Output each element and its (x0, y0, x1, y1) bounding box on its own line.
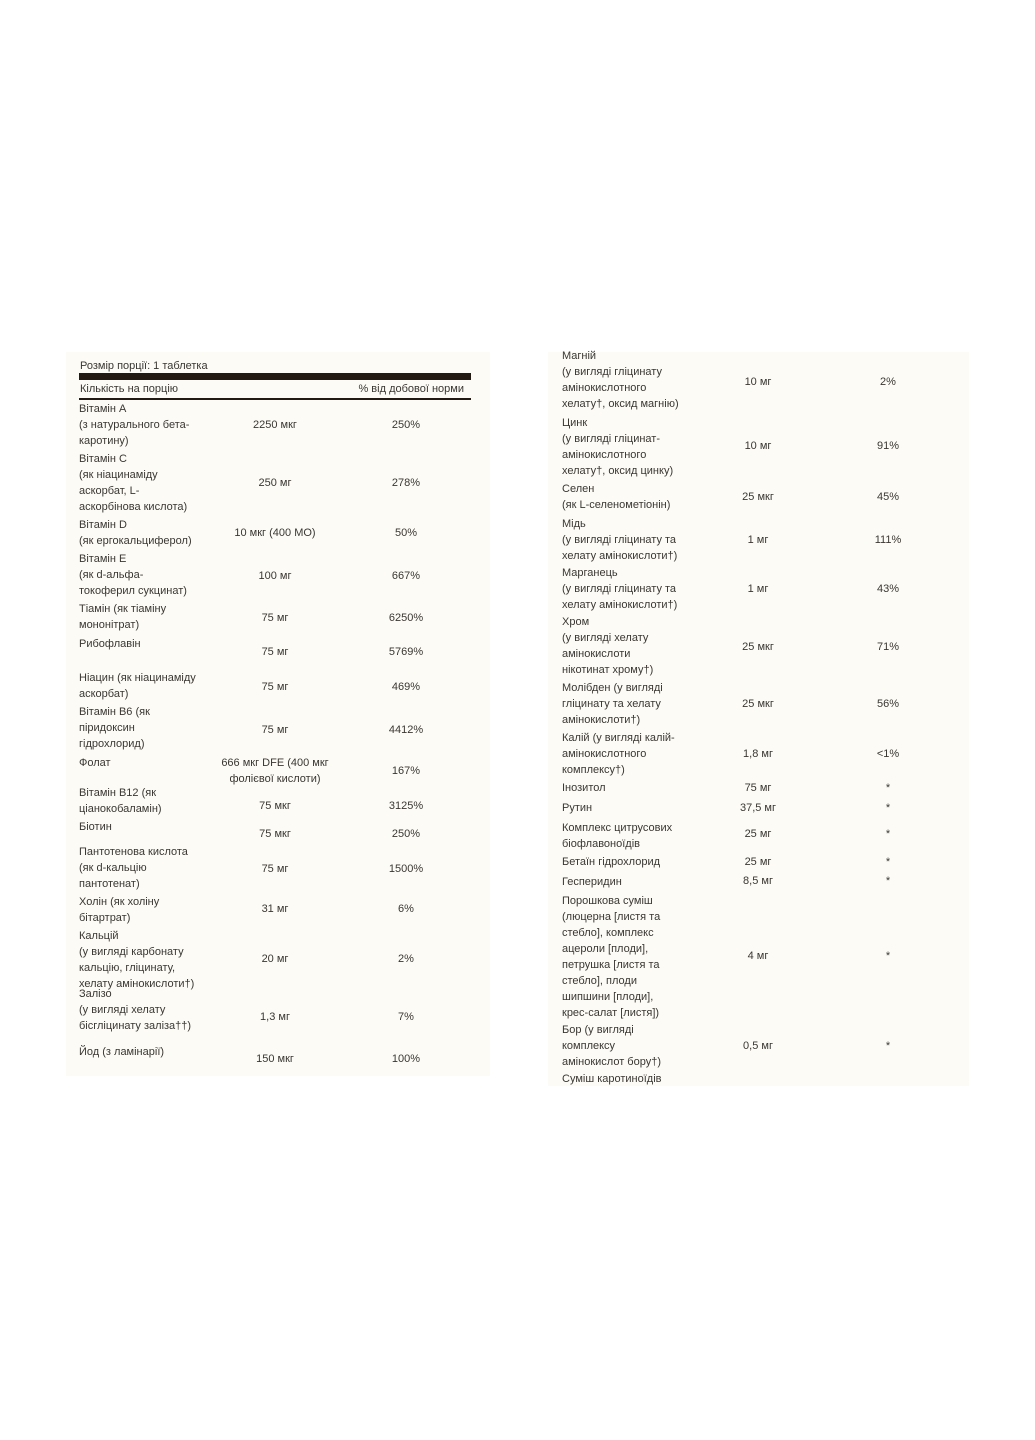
nutrient-name-line: (у вигляді хелату (79, 1004, 166, 1016)
nutrient-daily-value: 167% (391, 765, 421, 777)
nutrient-name-line: Вітамін А (79, 403, 127, 415)
nutrient-name-line: комплексу (562, 1040, 616, 1052)
nutrient-name-line: хелату амінокислоти†) (562, 550, 678, 562)
nutrient-name-line: шипшини [плоди], (562, 991, 654, 1003)
nutrient-daily-value: * (885, 828, 891, 840)
nutrient-daily-value: 43% (876, 583, 900, 595)
nutrient-name-line: Фолат (79, 757, 111, 769)
nutrient-name-line: (як d-кальцію (79, 862, 147, 874)
nutrient-amount-line: 1 мг (747, 534, 769, 546)
nutrient-name-line: (люцерна [листя та (562, 911, 661, 923)
nutrient-name-line: хелату†, оксид цинку) (562, 465, 674, 477)
nutrient-amount (723, 800, 793, 816)
nutrient-name (79, 670, 196, 702)
nutrient-name (562, 565, 677, 613)
nutrient-amount-line: 75 мкг (259, 828, 291, 840)
nutrient-name-line: комплексу†) (562, 764, 625, 776)
nutrient-name-line: (як ніацинаміду (79, 469, 158, 481)
nutrient-amount-line: 75 мг (261, 612, 289, 624)
nutrient-daily-value: * (885, 802, 891, 814)
nutrient-name-line: Бетаїн гідрохлорид (562, 856, 661, 868)
nutrient-amount-line: 10 мг (744, 440, 772, 452)
nutrient-amount-line: 10 мг (744, 376, 772, 388)
nutrient-name-line: амінокислоти (562, 648, 631, 660)
nutrient-amount-line: 150 мкг (256, 1053, 294, 1065)
nutrient-amount-line: 75 мг (744, 782, 772, 794)
nutrient-amount (723, 581, 793, 597)
nutrient-amount-line: 100 мг (258, 570, 292, 582)
nutrient-amount-line: 1 мг (747, 583, 769, 595)
nutrient-amount (205, 1009, 345, 1025)
nutrient-amount (723, 639, 793, 655)
nutrient-amount-line: 37,5 мг (739, 802, 777, 814)
thin-divider (79, 398, 471, 400)
nutrient-name (562, 800, 592, 816)
nutrient-amount (205, 901, 345, 917)
nutrient-amount (723, 489, 793, 505)
nutrient-amount-line: 75 мг (261, 646, 289, 658)
nutrient-name (562, 614, 653, 678)
nutrient-name-line: Цинк (562, 417, 588, 429)
nutrient-amount (723, 374, 793, 390)
nutrient-daily-value: * (885, 1040, 891, 1052)
nutrient-daily-value: 469% (391, 681, 421, 693)
nutrient-name (79, 636, 141, 652)
nutrient-name-line: Вітамін D (79, 519, 127, 531)
nutrient-amount-line: 75 мкг (259, 800, 291, 812)
nutrient-name-line: токоферил сукцинат) (79, 585, 187, 597)
nutrient-daily-value: * (885, 875, 891, 887)
nutrient-amount-line: 75 мг (261, 863, 289, 875)
supplement-facts-right-panel (548, 352, 969, 1086)
nutrient-daily-value: 667% (391, 570, 421, 582)
nutrient-daily-value: 278% (391, 477, 421, 489)
nutrient-daily-value: 1500% (388, 863, 424, 875)
nutrient-daily-value: 45% (876, 491, 900, 503)
nutrient-amount (205, 722, 345, 738)
nutrient-name (562, 730, 675, 778)
nutrient-daily-value: 7% (398, 1011, 414, 1023)
nutrient-name (562, 348, 679, 412)
nutrient-name-line: Вітамін В12 (як (79, 787, 157, 799)
nutrient-daily-value: * (885, 856, 891, 868)
nutrient-name-line: хелату†, оксид магнію) (562, 398, 679, 410)
supplement-facts-left-panel (66, 352, 490, 1076)
nutrient-name-line: ацероли [плоди], (562, 943, 649, 955)
nutrient-name-line: Вітамін В6 (як (79, 706, 150, 718)
nutrient-daily-value: 3125% (388, 800, 424, 812)
nutrient-name (79, 551, 187, 599)
nutrient-name-line: Рибофлавін (79, 638, 141, 650)
nutrient-amount-line: 75 мг (261, 681, 289, 693)
nutrient-name (562, 1071, 662, 1087)
nutrient-name-line: бісгліцинату заліза††) (79, 1020, 192, 1032)
nutrient-name (79, 844, 188, 892)
nutrient-amount-line: 75 мг (261, 724, 289, 736)
nutrient-amount (205, 679, 345, 695)
nutrient-name-line: каротину) (79, 435, 129, 447)
nutrient-amount-line: 20 мг (261, 953, 289, 965)
nutrient-name-line: амінокислоти†) (562, 714, 641, 726)
nutrient-amount (205, 1051, 345, 1067)
nutrient-name (562, 481, 670, 513)
nutrient-name-line: амінокислотного (562, 748, 647, 760)
nutrient-name (562, 1022, 661, 1070)
nutrient-name (562, 516, 677, 564)
nutrient-amount (205, 826, 345, 842)
nutrient-name-line: Комплекс цитрусових (562, 822, 673, 834)
nutrient-name-line: Магній (562, 350, 597, 362)
nutrient-name (79, 1044, 164, 1060)
nutrient-name-line: Рутин (562, 802, 593, 814)
nutrient-amount-line: 25 мг (744, 856, 772, 868)
nutrient-name-line: гідрохлорид) (79, 738, 145, 750)
nutrient-amount (205, 568, 345, 584)
nutrient-amount (205, 644, 345, 660)
nutrient-name-line: мононітрат) (79, 619, 140, 631)
nutrient-name (562, 820, 672, 852)
nutrient-name-line: амінокислот бору†) (562, 1056, 661, 1068)
nutrient-daily-value: 2% (398, 953, 414, 965)
header-daily-value: % від добової норми (358, 383, 464, 395)
nutrient-name-line: Залізо (79, 988, 112, 1000)
nutrient-name-line: стебло], плоди (562, 975, 637, 987)
nutrient-amount (723, 1038, 793, 1054)
nutrient-amount-line: 4 мг (747, 950, 769, 962)
nutrient-name-line: Калій (у вигляді калій- (562, 732, 675, 744)
nutrient-name-line: Бор (у вигляді (562, 1024, 634, 1036)
nutrient-name (79, 819, 112, 835)
nutrient-amount-line: 2250 мкг (253, 419, 297, 431)
nutrient-name-line: стебло], комплекс (562, 927, 654, 939)
nutrient-amount-line: фолієвої кислоти) (229, 773, 321, 785)
nutrient-name (562, 893, 660, 1021)
nutrient-name (79, 401, 189, 449)
nutrient-name-line: крес-салат [листя]) (562, 1007, 660, 1019)
nutrient-name (79, 928, 194, 992)
nutrient-daily-value: <1% (876, 748, 900, 760)
nutrient-amount-line: 31 мг (261, 903, 289, 915)
nutrient-amount-line: 250 мг (258, 477, 292, 489)
nutrient-name-line: біофлавоноїдів (562, 838, 640, 850)
nutrient-name-line: піридоксин (79, 722, 135, 734)
nutrient-name (562, 415, 673, 479)
header-amount-per-serving: Кількість на порцію (80, 383, 179, 395)
nutrient-amount (205, 798, 345, 814)
nutrient-name-line: (у вигляді карбонату (79, 946, 184, 958)
nutrient-name-line: Молібден (у вигляді (562, 682, 663, 694)
nutrient-name (79, 704, 150, 752)
nutrient-name-line: Інозитол (562, 782, 606, 794)
nutrient-daily-value: 50% (394, 527, 418, 539)
nutrient-name-line: Тіамін (як тіаміну (79, 603, 167, 615)
nutrient-name-line: петрушка [листя та (562, 959, 660, 971)
nutrient-name-line: Ніацин (як ніацинаміду (79, 672, 196, 684)
nutrient-amount (723, 696, 793, 712)
nutrient-name-line: Холін (як холіну (79, 896, 160, 908)
nutrient-name-line: Мідь (562, 518, 586, 530)
nutrient-name-line: амінокислотного (562, 449, 647, 461)
nutrient-name-line: Хром (562, 616, 590, 628)
nutrient-amount-line: 1,3 мг (260, 1011, 290, 1023)
nutrient-daily-value: 6250% (388, 612, 424, 624)
nutrient-name (79, 986, 191, 1034)
nutrient-name-line: амінокислотного (562, 382, 647, 394)
nutrient-daily-value: 5769% (388, 646, 424, 658)
nutrient-name-line: (як L-селенометіонін) (562, 499, 671, 511)
nutrient-name-line: Біотин (79, 821, 112, 833)
nutrient-name-line: пантотенат) (79, 878, 140, 890)
nutrient-name-line: Порошкова суміш (562, 895, 653, 907)
nutrient-amount-line: 1,8 мг (743, 748, 773, 760)
nutrient-amount (723, 532, 793, 548)
nutrient-amount-line: 666 мкг DFE (400 мкг (221, 757, 329, 769)
nutrient-name (79, 601, 166, 633)
nutrient-amount (205, 610, 345, 626)
nutrient-amount (205, 525, 345, 541)
nutrient-daily-value: 71% (876, 641, 900, 653)
nutrient-amount (205, 755, 345, 787)
nutrient-daily-value: 91% (876, 440, 900, 452)
nutrient-name-line: Гесперидин (562, 876, 622, 888)
nutrient-name (562, 680, 663, 728)
nutrient-name-line: аскорбат) (79, 688, 129, 700)
nutrient-name-line: хелату амінокислоти†) (79, 978, 195, 990)
nutrient-name (562, 874, 622, 890)
nutrient-daily-value: 111% (874, 534, 902, 546)
nutrient-name-line: нікотинат хрому†) (562, 664, 654, 676)
nutrient-name-line: (як ергокальциферол) (79, 535, 192, 547)
nutrient-name-line: Вітамін С (79, 453, 127, 465)
nutrient-daily-value: 100% (391, 1053, 421, 1065)
table-header (79, 380, 471, 398)
nutrient-amount-line: 0,5 мг (743, 1040, 773, 1052)
nutrient-amount-line: 25 мкг (742, 641, 774, 653)
nutrient-amount-line: 25 мкг (742, 698, 774, 710)
nutrient-name-line: (у вигляді гліцинату та (562, 583, 677, 595)
nutrient-amount (205, 417, 345, 433)
nutrient-name-line: хелату амінокислоти†) (562, 599, 678, 611)
nutrient-amount (723, 780, 793, 796)
nutrient-name-line: Кальцій (79, 930, 119, 942)
nutrient-amount-line: 25 мг (744, 828, 772, 840)
nutrient-name-line: (у вигляді гліцинат- (562, 433, 661, 445)
nutrient-name (79, 785, 162, 817)
nutrient-name-line: (у вигляді хелату (562, 632, 649, 644)
nutrient-daily-value: 250% (391, 828, 421, 840)
nutrient-name-line: (як d-альфа- (79, 569, 144, 581)
nutrient-name (562, 780, 606, 796)
nutrient-daily-value: * (885, 950, 891, 962)
nutrient-amount (205, 475, 345, 491)
thick-divider (79, 373, 471, 380)
nutrient-amount (723, 854, 793, 870)
nutrient-amount (723, 826, 793, 842)
nutrient-name-line: Марганець (562, 567, 618, 579)
nutrient-name (79, 451, 187, 515)
nutrient-name (79, 894, 159, 926)
nutrient-amount-line: 8,5 мг (743, 875, 773, 887)
nutrient-daily-value: 56% (876, 698, 900, 710)
nutrient-name-line: Пантотенова кислота (79, 846, 188, 858)
nutrient-amount (205, 951, 345, 967)
nutrient-amount-line: 25 мкг (742, 491, 774, 503)
nutrient-name-line: (у вигляді гліцинату (562, 366, 662, 378)
nutrient-name (79, 755, 111, 771)
nutrient-amount (723, 438, 793, 454)
nutrient-daily-value: * (885, 782, 891, 794)
nutrient-name-line: бітартрат) (79, 912, 131, 924)
nutrient-name-line: Йод (з ламінарії) (79, 1046, 165, 1058)
nutrient-amount (723, 873, 793, 889)
nutrient-name (79, 517, 192, 549)
nutrient-name-line: Селен (562, 483, 595, 495)
nutrient-daily-value: 2% (880, 376, 896, 388)
nutrient-daily-value: 6% (398, 903, 414, 915)
nutrient-name-line: аскорбінова кислота) (79, 501, 188, 513)
nutrient-daily-value: 250% (391, 419, 421, 431)
nutrient-amount (723, 948, 793, 964)
nutrient-amount (205, 861, 345, 877)
nutrient-name-line: (у вигляді гліцинату та (562, 534, 677, 546)
nutrient-name-line: кальцію, гліцинату, (79, 962, 176, 974)
nutrient-name-line: (з натурального бета- (79, 419, 190, 431)
nutrient-daily-value: 4412% (388, 724, 424, 736)
nutrient-name-line: Суміш каротиноїдів (562, 1073, 662, 1085)
nutrient-name-line: аскорбат, L- (79, 485, 140, 497)
nutrient-amount-line: 10 мкг (400 МО) (234, 527, 316, 539)
nutrient-name (562, 854, 660, 870)
nutrient-name-line: ціанокобаламін) (79, 803, 162, 815)
nutrient-amount (723, 746, 793, 762)
serving-size: Розмір порції: 1 таблетка (80, 360, 208, 372)
nutrient-name-line: гліцинату та хелату (562, 698, 661, 710)
nutrient-name-line: Вітамін Е (79, 553, 127, 565)
